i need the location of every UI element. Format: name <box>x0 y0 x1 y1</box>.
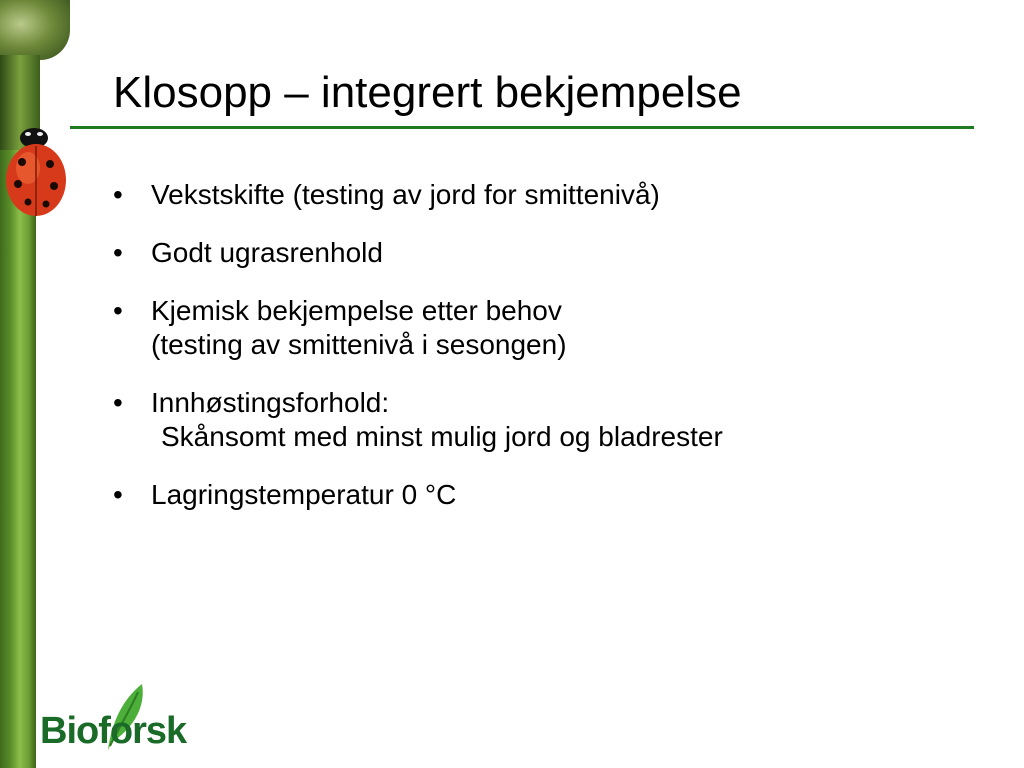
bullet-subtext: Skånsomt med minst mulig jord og bladrester <box>161 421 723 452</box>
bullet-list <box>113 178 993 536</box>
bullet-text: Innhøstingsforhold: <box>151 387 390 418</box>
bullet-marker: • <box>113 237 123 268</box>
slide-title: Klosopp – integrert bekjempelse <box>113 68 742 117</box>
bullet-text: Lagringstemperatur 0 °C <box>151 479 457 510</box>
logo-text: Bioforsk <box>40 710 187 752</box>
bullet-text: Godt ugrasrenhold <box>151 237 383 268</box>
bullet-item <box>113 236 993 270</box>
ladybug-icon <box>4 118 68 218</box>
title-underline <box>70 126 974 129</box>
bullet-item <box>113 178 993 212</box>
bullet-text: Kjemisk bekjempelse etter behov <box>151 295 562 326</box>
bullet-item <box>113 478 993 512</box>
bioforsk-logo <box>38 680 188 760</box>
plant-leaf-top-image <box>0 0 70 60</box>
bullet-marker: • <box>113 179 123 210</box>
bullet-subtext: (testing av smittenivå i sesongen) <box>151 329 567 360</box>
bullet-item <box>113 386 993 454</box>
bullet-marker: • <box>113 479 123 510</box>
bullet-item <box>113 294 993 362</box>
bullet-marker: • <box>113 387 123 418</box>
bullet-marker: • <box>113 295 123 326</box>
bullet-text: Vekstskifte (testing av jord for smittenivå) <box>151 179 660 210</box>
